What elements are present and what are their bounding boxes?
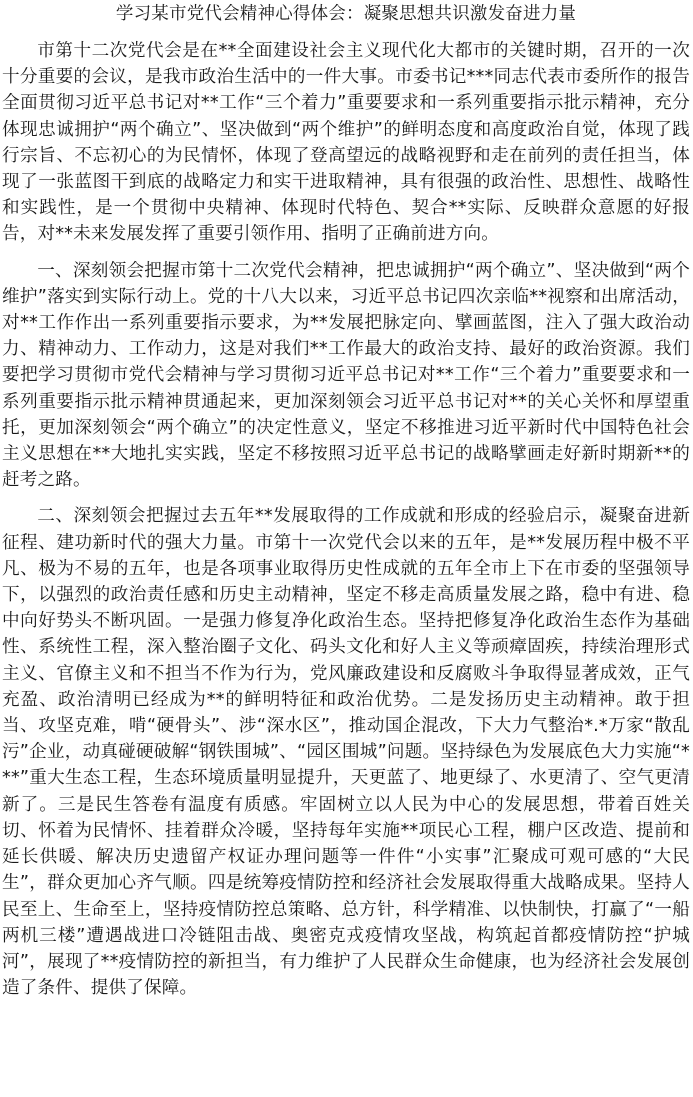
document-title: 学习某市党代会精神心得体会：凝聚思想共识激发奋进力量 (115, 4, 577, 24)
paragraph-section-one: 一、深刻领会把握市第十二次党代会精神，把忠诚拥护“两个确立”、坚决做到“两个维护”落实到实际行动上。党的十八大以来，习近平总书记四次亲临**视察和出席活动，对**工作作出一系列重要指示要求，为**发展把脉定向、擘画蓝图，注入了强大政治动力、精神动力、工作动力，这是对我们**工作最大的政治支持、最好的政治资源。我们要把学习贯彻市党代会精神与学习贯彻习近平总书记对**工作“三个着力”重要要求和一系列重要指示批示精神贯通起来，更加深刻领会习近平总书记对**的关心关怀和厚望重托，更加深刻领会“两个确立”的决定性意义，坚定不移推进习近平新时代中国特色社会主义思想在**大地扎实实践，坚定不移按照习近平总书记的战略擘画走好新时期新**的赶考之路。 (2, 260, 690, 491)
paragraph-section-two: 二、深刻领会把握过去五年**发展取得的工作成就和形成的经验启示，凝聚奋进新征程、建功新时代的强大力量。市第十一次党代会以来的五年，是**发展历程中极不平凡、极为不易的五年，也是各项事业取得历史性成就的五年全市上下在市委的坚强领导下，以强烈的政治责任感和历史主动精神，坚定不移走高质量发展之路，稳中有进、稳中向好势头不断巩固。一是强力修复净化政治生态。坚持把修复净化政治生态作为基础性、系统性工程，深入整治圈子文化、码头文化和好人主义等顽瘴固疾，持续治理形式主义、官僚主义和不担当不作为行为，党风廉政建设和反腐败斗争取得显著成效，正气充盈、政治清明已经成为**的鲜明特征和政治优势。二是发扬历史主动精神。敢于担当、攻坚克难，啃“硬骨头”、涉“深水区”，推动国企混改，下大力气整治*.*万家“散乱污”企业，动真碰硬破解“钢铁围城”、“园区围城”问题。坚持绿色为发展底色大力实施“***”重大生态工程，生态环境质量明显提升，天更蓝了、地更绿了、水更清了、空气更清新了。三是民生答卷有温度有质感。牢固树立以人民为中心的发展思想，带着百姓关切、怀着为民情怀、挂着群众冷暖，坚持每年实施**项民心工程，棚户区改造、提前和延长供暖、解决历史遗留产权证办理问题等一件件“小实事”汇聚成可观可感的“大民生”，群众更加心齐气顺。四是统筹疫情防控和经济社会发展取得重大战略成果。坚持人民至上、生命至上，坚持疫情防控总策略、总方针，科学精准、以快制快，打赢了“一船两机三楼”遭遇战进口冷链阻击战、奥密克戎疫情攻坚战，构筑起首都疫情防控“护城河”，展现了**疫情防控的新担当，有力维护了人民群众生命健康，也为经济社会发展创造了条件、提供了保障。 (2, 506, 690, 999)
paragraph-intro: 市第十二次党代会是在**全面建设社会主义现代化大都市的关键时期，召开的一次十分重要的会议，是我市政治生活中的一件大事。市委书记***同志代表市委所作的报告全面贯彻习近平总书记对**工作“三个着力”重要要求和一系列重要指示批示精神，充分体现忠诚拥护“两个确立”、坚决做到“两个维护”的鲜明态度和高度政治自觉，体现了践行宗旨、不忘初心的为民情怀，体现了登高望远的战略视野和走在前列的责任担当，体现了一张蓝图干到底的战略定力和实干进取精神，具有很强的政治性、思想性、战略性和实践性，是一个贯彻中央精神、体现时代特色、契合**实际、反映群众意愿的好报告，对**未来发展发挥了重要引领作用、指明了正确前进方向。 (2, 41, 690, 245)
